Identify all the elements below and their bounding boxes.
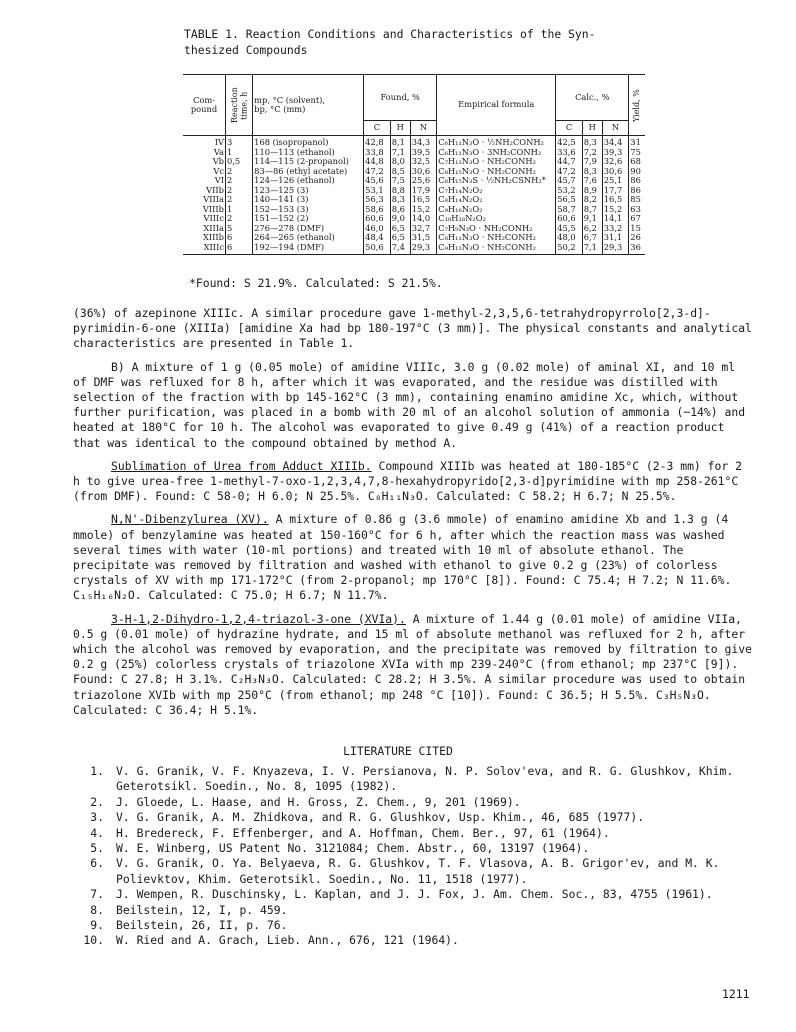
cell-compound: VIIIc — [203, 213, 224, 223]
cell-calc-h: 8,3 — [582, 167, 602, 177]
cell-calc-n: 33,2 — [602, 224, 629, 234]
table-row — [183, 136, 645, 148]
cell-found-n: 32,7 — [410, 224, 437, 234]
cell-time: 2 — [226, 214, 253, 224]
cell-calc-c: 42,5 — [556, 136, 583, 148]
cell-calc-h: 9,1 — [582, 214, 602, 224]
cell-calc-c: 45,5 — [556, 224, 583, 234]
col-found-h: H — [390, 121, 410, 136]
col-mp-bp: mp, °C (solvent), bp, °C (mm) — [253, 75, 364, 136]
col-found-n: N — [410, 121, 437, 136]
cell-mp: 124—126 (ethanol) — [253, 176, 364, 186]
cell-calc-c: 53,2 — [556, 186, 583, 196]
reference-item — [76, 810, 756, 825]
paragraph-1: (36%) of azepinone XIIIc. A similar procedure gave 1-methyl-2,3,5,6-tetrahydropyrrolo[2,3-d]-pyrimidin-6-one (XIIIa) [amidine Xa had bp 180-197°C (3 mm)]. The physical constants and analytical characteristics are presented in Table 1. — [73, 306, 752, 351]
cell-found-c: 50,6 — [364, 243, 391, 255]
reference-text: W. Ried and A. Grach, Lieb. Ann., 676, 121 (1964). — [116, 933, 459, 948]
cell-compound: Vb — [212, 156, 224, 166]
cell-compound: Vc — [213, 165, 224, 176]
cell-yield: 36 — [629, 243, 645, 255]
cell-mp: 123—125 (3) — [253, 186, 364, 196]
cell-calc-h: 8,7 — [582, 205, 602, 215]
cell-yield: 68 — [629, 157, 645, 167]
reference-text: V. G. Granik, V. F. Knyazeva, I. V. Persianova, N. P. Solov'eva, and R. G. Glushkov, Khim. Geterotsikl. Soedin., No. 8, 1095 (1982). — [116, 764, 734, 794]
cell-mp: 140—141 (3) — [253, 195, 364, 205]
cell-found-c: 33,8 — [364, 148, 391, 158]
page-number: 1211 — [722, 987, 750, 1001]
paragraph-5-heading: 3-H-1,2-Dihydro-1,2,4-triazol-3-one (XVIa). — [111, 611, 406, 626]
cell-found-h: 8,1 — [390, 136, 410, 148]
reference-number: 4. — [90, 825, 104, 840]
cell-formula: C₇H₁₄N₂O₂ — [437, 186, 556, 196]
reference-text: V. G. Granik, O. Ya. Belyaeva, R. G. Glushkov, T. F. Vlasova, A. B. Grigor'ev, and M. K. Polievktov, Khim. Geterotsikl. Soedin., No. 11, 1518 (1977). — [116, 856, 720, 886]
cell-found-h: 8,3 — [390, 195, 410, 205]
cell-mp: 110—113 (ethanol) — [253, 148, 364, 158]
cell-found-h: 9,0 — [390, 214, 410, 224]
cell-yield: 26 — [629, 233, 645, 243]
table-row — [183, 243, 645, 255]
cell-calc-c: 33,6 — [556, 148, 583, 158]
cell-calc-h: 6,7 — [582, 233, 602, 243]
cell-time: 6 — [226, 243, 253, 255]
cell-found-c: 58,6 — [364, 205, 391, 215]
cell-found-n: 39,5 — [410, 148, 437, 158]
cell-calc-c: 58,7 — [556, 205, 583, 215]
paragraph-3-heading: Sublimation of Urea from Adduct XIIIb. — [111, 458, 372, 473]
cell-calc-n: 15,2 — [602, 205, 629, 215]
cell-found-c: 53,1 — [364, 186, 391, 196]
col-calc-c: C — [556, 121, 583, 136]
col-found: Found, % — [364, 75, 437, 121]
cell-found-n: 32,5 — [410, 157, 437, 167]
cell-time: 2 — [226, 167, 253, 177]
cell-compound: XIIIa — [203, 222, 224, 233]
cell-calc-h: 7,2 — [582, 148, 602, 158]
reference-text: J. Gloede, L. Haase, and H. Gross, Z. Chem., 9, 201 (1969). — [116, 794, 521, 809]
cell-mp: 264—265 (ethanol) — [253, 233, 364, 243]
cell-time: 1 — [226, 205, 253, 215]
cell-calc-c: 50,2 — [556, 243, 583, 255]
cell-yield: 86 — [629, 176, 645, 186]
cell-mp: 152—153 (3) — [253, 205, 364, 215]
cell-found-h: 8,8 — [390, 186, 410, 196]
cell-found-h: 8,5 — [390, 167, 410, 177]
cell-time: 5 — [226, 224, 253, 234]
reference-number: 8. — [90, 902, 104, 917]
col-calc: Calc., % — [556, 75, 629, 121]
cell-found-n: 16,5 — [410, 195, 437, 205]
cell-found-c: 48,4 — [364, 233, 391, 243]
cell-calc-n: 31,1 — [602, 233, 629, 243]
cell-mp: 151—152 (2) — [253, 214, 364, 224]
cell-found-c: 45,6 — [364, 176, 391, 186]
cell-calc-h: 8,3 — [582, 136, 602, 148]
cell-found-h: 7,5 — [390, 176, 410, 186]
paragraph-2: B) A mixture of 1 g (0.05 mole) of amidine VIIIc, 3.0 g (0.02 mole) of aminal XI, and 10 ml of DMF was refluxed for 8 h, after which it was evaporated, and the residue was distilled with selection of the fraction with bp 145-162°C (3 mm), containing enamino amidine Xc, which, without further purification, was placed in a bomb with 20 ml of an alcohol solution of ammonia (~14%) and heated at 180°C for 10 h. The alcohol was evaporated to give 0.49 g (41%) of a reaction product that was identical to the compound obtained by method A. — [73, 359, 746, 450]
cell-calc-c: 56,5 — [556, 195, 583, 205]
reference-text: W. E. Winberg, US Patent No. 3121084; Chem. Abstr., 60, 13197 (1964). — [116, 841, 590, 856]
cell-yield: 63 — [629, 205, 645, 215]
col-calc-n: N — [602, 121, 629, 136]
paragraph-4-text: A mixture of 0.86 g (3.6 mmole) of enamino amidine Xb and 1.3 g (4 mmole) of benzylamine was heated at 150-160°C for 6 h, after which the reaction mass was washed several times with water (10-ml portions) and treated with 10 ml of absolute ethanol. The precipitate was removed by filtration and washed with ethanol to give 0.2 g (23%) of colorless crystals of XV with mp 171-172°C (from 2-propanol; mp 170°C [8]). Found: C 75.4; H 7.2; N 11.6%. C₁₅H₁₆N₂O. Calculated: C 75.0; H 6.7; N 11.7%. — [73, 512, 732, 603]
table-footnote: *Found: S 21.9%. Calculated: S 21.5%. — [189, 276, 443, 290]
reference-number: 2. — [90, 794, 104, 809]
reference-item — [76, 903, 756, 918]
cell-found-n: 14,0 — [410, 214, 437, 224]
cell-calc-n: 25,1 — [602, 176, 629, 186]
reference-item — [76, 826, 756, 841]
cell-found-n: 31,5 — [410, 233, 437, 243]
cell-compound: VIIIb — [202, 203, 224, 214]
cell-yield: 85 — [629, 195, 645, 205]
cell-time: 1 — [226, 148, 253, 158]
cell-compound: XIIIb — [202, 232, 224, 242]
reference-text: Beilstein, 26, II, p. 76. — [116, 918, 288, 933]
cell-time: 6 — [226, 233, 253, 243]
cell-found-h: 7,4 — [390, 243, 410, 255]
reaction-table-container — [183, 74, 645, 255]
cell-found-h: 6,5 — [390, 233, 410, 243]
cell-calc-h: 7,9 — [582, 157, 602, 167]
cell-found-n: 25,6 — [410, 176, 437, 186]
cell-calc-n: 16,5 — [602, 195, 629, 205]
cell-mp: 192—194 (DMF) — [253, 243, 364, 255]
reference-text: V. G. Granik, A. M. Zhidkova, and R. G. Glushkov, Usp. Khim., 46, 685 (1977). — [116, 810, 645, 825]
reference-number: 3. — [90, 810, 104, 825]
cell-calc-n: 30,6 — [602, 167, 629, 177]
reference-number: 10. — [83, 933, 104, 948]
reference-number: 6. — [90, 856, 104, 871]
cell-found-n: 17,9 — [410, 186, 437, 196]
cell-calc-c: 60,6 — [556, 214, 583, 224]
cell-calc-n: 32,6 — [602, 157, 629, 167]
reference-number: 9. — [90, 918, 104, 933]
cell-formula: C₈H₁₄N₂O₂ — [437, 195, 556, 205]
reference-text: Beilstein, 12, I, p. 459. — [116, 902, 288, 917]
cell-found-c: 47,2 — [364, 167, 391, 177]
reference-text: J. Wempen, R. Duschinsky, L. Kaplan, and J. J. Fox, J. Am. Chem. Soc., 83, 4755 (1961). — [116, 887, 713, 902]
cell-found-c: 46,0 — [364, 224, 391, 234]
cell-compound: XIIIc — [203, 241, 224, 252]
paragraph-3-text: Compound XIIIb was heated at 180-185°C (2-3 mm) for 2 h to give urea-free 1-methyl-7-oxo-1,2,3,4,7,8-hexahydropyrido[2,3-d]pyrimidine with mp 258-261°C (from DMF). Found: C 58-0; H 6.0; N 25.5%. C₈H₁₁N₃O. Calculated: C 58.2; H 6.7; N 25.5%. — [73, 458, 742, 504]
cell-formula: C₈H₁₁N₃O · NH₂CONH₂ — [437, 233, 556, 243]
col-compound: Com- pound — [183, 75, 226, 136]
paragraph-3 — [73, 459, 755, 505]
col-calc-h: H — [582, 121, 602, 136]
reaction-table — [183, 74, 645, 255]
cell-time: 3 — [226, 136, 253, 148]
cell-found-h: 8,0 — [390, 157, 410, 167]
reference-number: 5. — [90, 841, 104, 856]
cell-formula: C₁₀H₁₈N₂O₂ — [437, 214, 556, 224]
cell-time: 0,5 — [226, 157, 253, 167]
cell-found-h: 7,1 — [390, 148, 410, 158]
cell-found-h: 6,5 — [390, 224, 410, 234]
literature-title: LITERATURE CITED — [343, 744, 453, 758]
cell-found-n: 15,2 — [410, 205, 437, 215]
reference-item — [76, 856, 756, 887]
cell-calc-n: 17,7 — [602, 186, 629, 196]
cell-yield: 86 — [629, 186, 645, 196]
cell-calc-h: 8,2 — [582, 195, 602, 205]
cell-found-h: 8,6 — [390, 205, 410, 215]
cell-calc-c: 45,7 — [556, 176, 583, 186]
cell-calc-c: 47,2 — [556, 167, 583, 177]
paragraph-4-heading: N,N'-Dibenzylurea (XV). — [111, 512, 269, 527]
col-reaction-time: Reaction time, h — [226, 75, 253, 136]
paragraph-4 — [73, 512, 755, 603]
cell-calc-n: 14,1 — [602, 214, 629, 224]
cell-formula: C₇H₉N₃O · NH₂CONH₂ — [437, 224, 556, 234]
cell-time: 2 — [226, 195, 253, 205]
cell-found-n: 34,3 — [410, 136, 437, 148]
table-caption: TABLE 1. Reaction Conditions and Characteristics of the Syn- thesized Compounds — [184, 27, 596, 57]
reference-list — [76, 764, 756, 949]
cell-found-c: 42,8 — [364, 136, 391, 148]
cell-yield: 31 — [629, 136, 645, 148]
cell-calc-h: 7,1 — [582, 243, 602, 255]
reference-text: H. Bredereck, F. Effenberger, and A. Hoffman, Chem. Ber., 97, 61 (1964). — [116, 825, 610, 840]
cell-yield: 90 — [629, 167, 645, 177]
cell-calc-c: 48,0 — [556, 233, 583, 243]
cell-calc-h: 8,9 — [582, 186, 602, 196]
cell-formula: C₈H₁₅N₃O · NH₂CONH₂ — [437, 167, 556, 177]
col-found-c: C — [364, 121, 391, 136]
table-body — [183, 136, 645, 255]
cell-mp: 114—115 (2-propanol) — [253, 157, 364, 167]
cell-mp: 276—278 (DMF) — [253, 224, 364, 234]
reference-item — [76, 764, 756, 795]
cell-formula: C₉H₁₆N₂O₂ — [437, 205, 556, 215]
reference-number: 1. — [90, 764, 104, 778]
cell-yield: 15 — [629, 224, 645, 234]
cell-time: 2 — [226, 176, 253, 186]
cell-calc-n: 29,3 — [602, 243, 629, 255]
cell-formula: C₇H₁₃N₃O · NH₂CONH₂ — [437, 157, 556, 167]
cell-yield: 75 — [629, 148, 645, 158]
reference-item — [76, 918, 756, 933]
cell-compound: Va — [213, 146, 224, 157]
cell-calc-n: 34,4 — [602, 136, 629, 148]
reference-item — [76, 795, 756, 810]
paragraph-5-text: A mixture of 1.44 g (0.01 mole) of amidine VIIa, 0.5 g (0.01 mole) of hydrazine hydrate, and 15 ml of absolute methanol was refluxed for 2 h, after which the alcohol was removed by evaporation, and the precipitate was removed by filtration to give 0.2 g (25%) colorless crystals of triazolone XVIa with mp 239-240°C (from ethanol; mp 237°C [9]). Found: C 27.8; H 3.1%. C₂H₃N₃O. Calculated: C 28.2; H 3.5%. A similar procedure was used to obtain triazolone XVIb with mp 250°C (from ethanol; mp 248 °C [10]). Found: C 36.5; H 5.5%. C₃H₅N₃O. Calculated: C 36.4; H 5.1%. — [73, 611, 752, 717]
reference-number: 7. — [90, 887, 104, 902]
reference-item — [76, 887, 756, 902]
cell-mp: 168 (isopropanol) — [253, 136, 364, 148]
paragraph-5 — [73, 612, 755, 718]
cell-yield: 67 — [629, 214, 645, 224]
cell-found-c: 44,8 — [364, 157, 391, 167]
cell-found-n: 30,6 — [410, 167, 437, 177]
cell-time: 2 — [226, 186, 253, 196]
cell-compound: VIIIa — [203, 194, 224, 204]
cell-formula: C₆H₁₁N₃O · 3NH₂CONH₂ — [437, 148, 556, 158]
cell-mp: 83—86 (ethyl acetate) — [253, 167, 364, 177]
cell-compound: IV — [214, 137, 224, 147]
cell-found-c: 60,6 — [364, 214, 391, 224]
cell-formula: C₉H₁₃N₃O · NH₂CONH₂ — [437, 243, 556, 255]
cell-calc-n: 39,3 — [602, 148, 629, 158]
col-empirical: Empirical formula — [437, 75, 556, 136]
reference-item — [76, 933, 756, 948]
cell-formula: C₈H₁₅N₃S · ½NH₂CSNH₂* — [437, 176, 556, 186]
body-paragraphs — [73, 306, 755, 718]
cell-calc-h: 6,2 — [582, 224, 602, 234]
cell-found-c: 56,3 — [364, 195, 391, 205]
cell-compound: VI — [214, 175, 224, 185]
cell-found-n: 29,3 — [410, 243, 437, 255]
cell-formula: C₆H₁₁N₃O · ½NH₂CONH₂ — [437, 136, 556, 148]
cell-compound: VIIb — [206, 184, 224, 195]
reference-item — [76, 841, 756, 856]
cell-calc-c: 44,7 — [556, 157, 583, 167]
cell-calc-h: 7,6 — [582, 176, 602, 186]
col-yield: Yield, % — [629, 75, 645, 136]
